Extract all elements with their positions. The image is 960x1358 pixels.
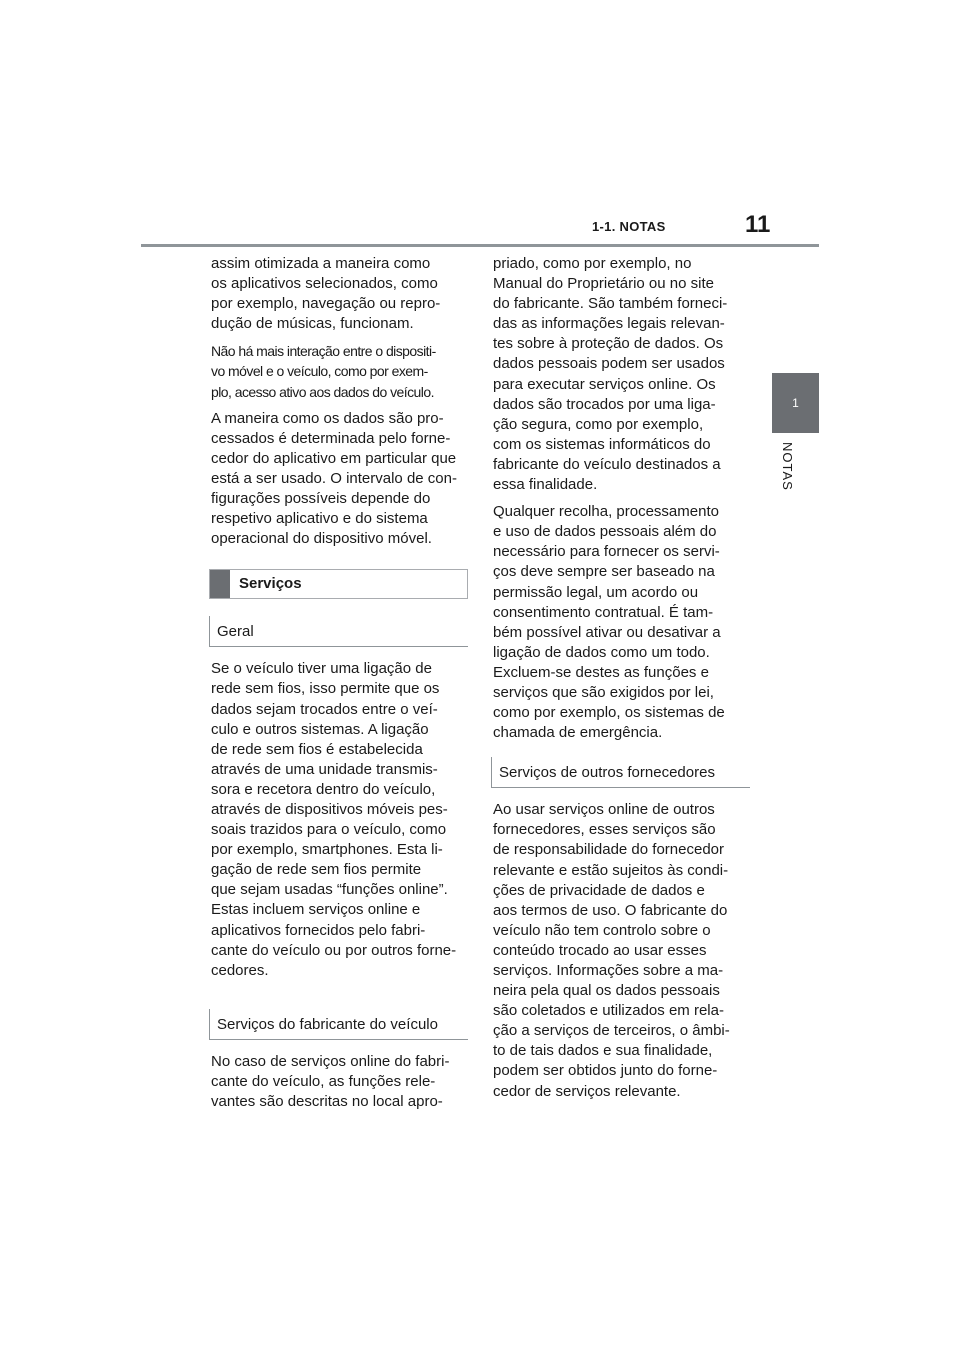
section-header: 1-1. NOTAS xyxy=(592,219,666,234)
paragraph: priado, como por exemplo, no Manual do Proprietário ou no site do fabricante. São também forneci- das as informações legais relevan- tes sobre à proteção de dados. Os dados pessoais podem ser usados para executar serviços online. Os dados são trocados por uma liga- ção segura, como por exemplo, com os sistemas informáticos do fabricante do veículo destinados a essa finalidade. xyxy=(493,255,728,494)
paragraph: Qualquer recolha, processamento e uso de dados pessoais além do necessário para fornecer os servi- ços deve sempre ser baseado na permissão legal, um acordo ou consentimento contratual. É tam- bém possível ativar ou desativar a ligação de dados como um todo. Excluem-se destes as funções e serviços que são exigidos por lei, como por exemplo, os sistemas de chamada de emergência. xyxy=(493,503,725,742)
paragraph: assim otimizada a maneira como os aplicativos selecionados, como por exemplo, navegação ou repro- dução de músicas, funcionam. xyxy=(211,255,441,333)
chapter-label: NOTAS xyxy=(780,442,795,491)
paragraph: Se o veículo tiver uma ligação de rede sem fios, isso permite que os dados sejam trocados entre o veí- culo e outros sistemas. A ligação de rede sem fios é estabelecida através de uma unidade transmis- sora e recetora dentro do veículo, através de dispositivos móveis pes- soais trazidos para o veículo, como por exemplo, smartphones. Esta li- gação de rede sem fios permite que sejam usadas “funções online”. Estas incluem serviços online e aplicativos fornecidos pelo fabri- cante do veículo ou por outros forne- cedores. xyxy=(211,660,457,979)
section-heading-box xyxy=(209,569,468,599)
subheading-text: Serviços do fabricante do veículo xyxy=(217,1015,438,1033)
subheading-third-party-services xyxy=(491,757,750,788)
paragraph: Não há mais interação entre o dispositi- vo móvel e o veículo, como por exem- plo, acesso ativo aos dados do veículo. xyxy=(211,343,436,400)
subheading-manufacturer-services xyxy=(209,1009,468,1040)
right-column xyxy=(493,254,755,1109)
page-number: 11 xyxy=(745,211,771,238)
chapter-tab: 1 xyxy=(772,373,819,433)
section-heading-bar xyxy=(210,570,230,598)
subheading-text: Serviços de outros fornecedores xyxy=(499,764,715,782)
left-column xyxy=(211,254,471,1119)
subheading-geral xyxy=(209,616,468,647)
paragraph: A maneira como os dados são pro- cessados é determinada pelo forne- cedor do aplicativo em particular que está a ser usado. O intervalo de con- figurações possíveis depende do respetivo aplicativo e do sistema operacional do dispositivo móvel. xyxy=(211,409,457,548)
subheading-text: Geral xyxy=(217,623,254,641)
paragraph: No caso de serviços online do fabri- cante do veículo, as funções rele- vantes são descritas no local apro- xyxy=(211,1052,450,1110)
header-rule xyxy=(141,244,819,247)
section-heading: Serviços xyxy=(239,575,302,593)
paragraph: Ao usar serviços online de outros fornecedores, esses serviços são de responsabilidade do fornecedor relevante e estão sujeitos às condi- ções de privacidade de dados e aos termos de uso. O fabricante do veículo não tem controlo sobre o conteúdo trocado ao usar esses serviços. Informações sobre a ma- neira pela qual os dados pessoais são coletados e utilizados em rela- ção a serviços de terceiros, o âmbi- to de tais dados e sua finalidade, podem ser obtidos junto do forne- cedor de serviços relevante. xyxy=(493,801,730,1100)
